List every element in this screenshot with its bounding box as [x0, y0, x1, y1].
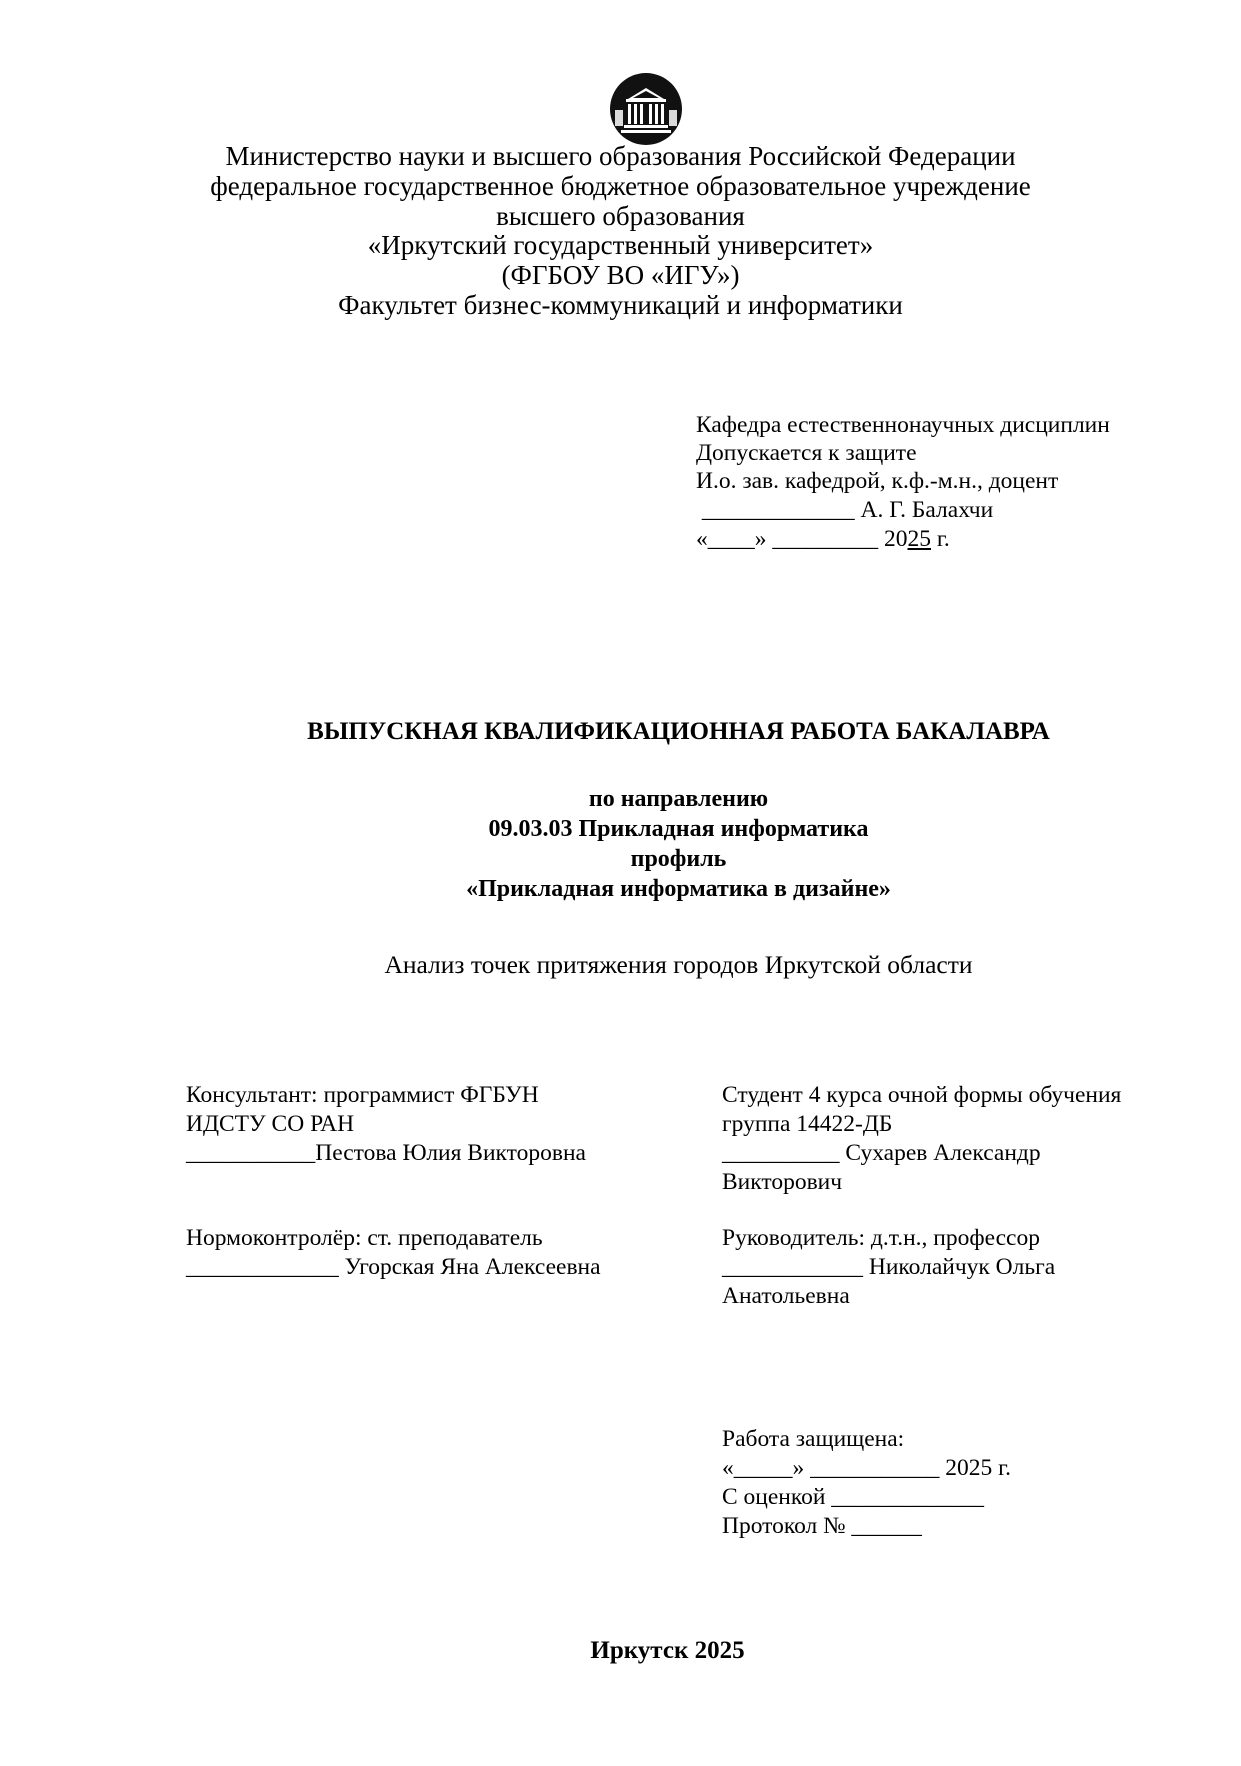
defense-date: «_____» ___________ 2025 г. — [722, 1455, 1011, 1481]
direction-value: 09.03.03 Прикладная информатика — [488, 816, 869, 842]
university-abbr-line: (ФГБОУ ВО «ИГУ») — [501, 260, 740, 290]
institution-type-line: федеральное государственное бюджетное образовательное учреждение — [210, 171, 1031, 201]
consultant-signature: ___________Пестова Юлия Викторовна — [186, 1140, 586, 1166]
approval-date-year: 25 — [907, 526, 931, 552]
approval-date-suffix: г. — [931, 526, 950, 552]
admitted-label: Допускается к защите — [696, 440, 917, 466]
university-emblem-icon — [609, 72, 683, 146]
university-name-line: «Иркутский государственный университет» — [367, 230, 874, 260]
head-signature-line: _____________ А. Г. Балахчи — [696, 497, 994, 523]
city-year: Иркутск 2025 — [590, 1637, 745, 1664]
defense-protocol: Протокол № ______ — [722, 1513, 922, 1539]
student-signature: __________ Сухарев Александр — [722, 1140, 1041, 1166]
student-course: Студент 4 курса очной формы обучения — [722, 1082, 1122, 1108]
profile-value: «Прикладная информатика в дизайне» — [466, 876, 891, 902]
supervisor-patronymic: Анатольевна — [722, 1283, 850, 1309]
approval-date-line — [696, 525, 950, 554]
ministry-line: Министерство науки и высшего образования Российской Федерации — [225, 141, 1016, 171]
head-title: И.о. зав. кафедрой, к.ф.-м.н., доцент — [696, 468, 1059, 494]
profile-label: профиль — [630, 846, 727, 872]
approval-date-prefix: «____» _________ 20 — [696, 526, 908, 552]
faculty-line: Факультет бизнес-коммуникаций и информатики — [338, 290, 903, 320]
consultant-title: Консультант: программист ФГБУН — [186, 1082, 539, 1108]
normcontrol-title: Нормоконтролёр: ст. преподаватель — [186, 1225, 543, 1251]
normcontrol-signature: _____________ Угорская Яна Алексеевна — [186, 1254, 601, 1280]
consultant-org: ИДСТУ СО РАН — [186, 1111, 355, 1137]
defense-label: Работа защищена: — [722, 1426, 905, 1452]
supervisor-title: Руководитель: д.т.н., профессор — [722, 1225, 1040, 1251]
supervisor-signature: ____________ Николайчук Ольга — [722, 1254, 1056, 1280]
education-level-line: высшего образования — [496, 201, 745, 231]
work-topic: Анализ точек притяжения городов Иркутской области — [384, 950, 973, 979]
direction-label: по направлению — [588, 786, 769, 812]
department-label: Кафедра естественнонаучных дисциплин — [696, 412, 1110, 438]
student-group: группа 14422-ДБ — [722, 1111, 893, 1137]
defense-grade: С оценкой _____________ — [722, 1484, 985, 1510]
work-title: ВЫПУСКНАЯ КВАЛИФИКАЦИОННАЯ РАБОТА БАКАЛАВРА — [307, 718, 1050, 745]
student-patronymic: Викторович — [722, 1169, 843, 1195]
